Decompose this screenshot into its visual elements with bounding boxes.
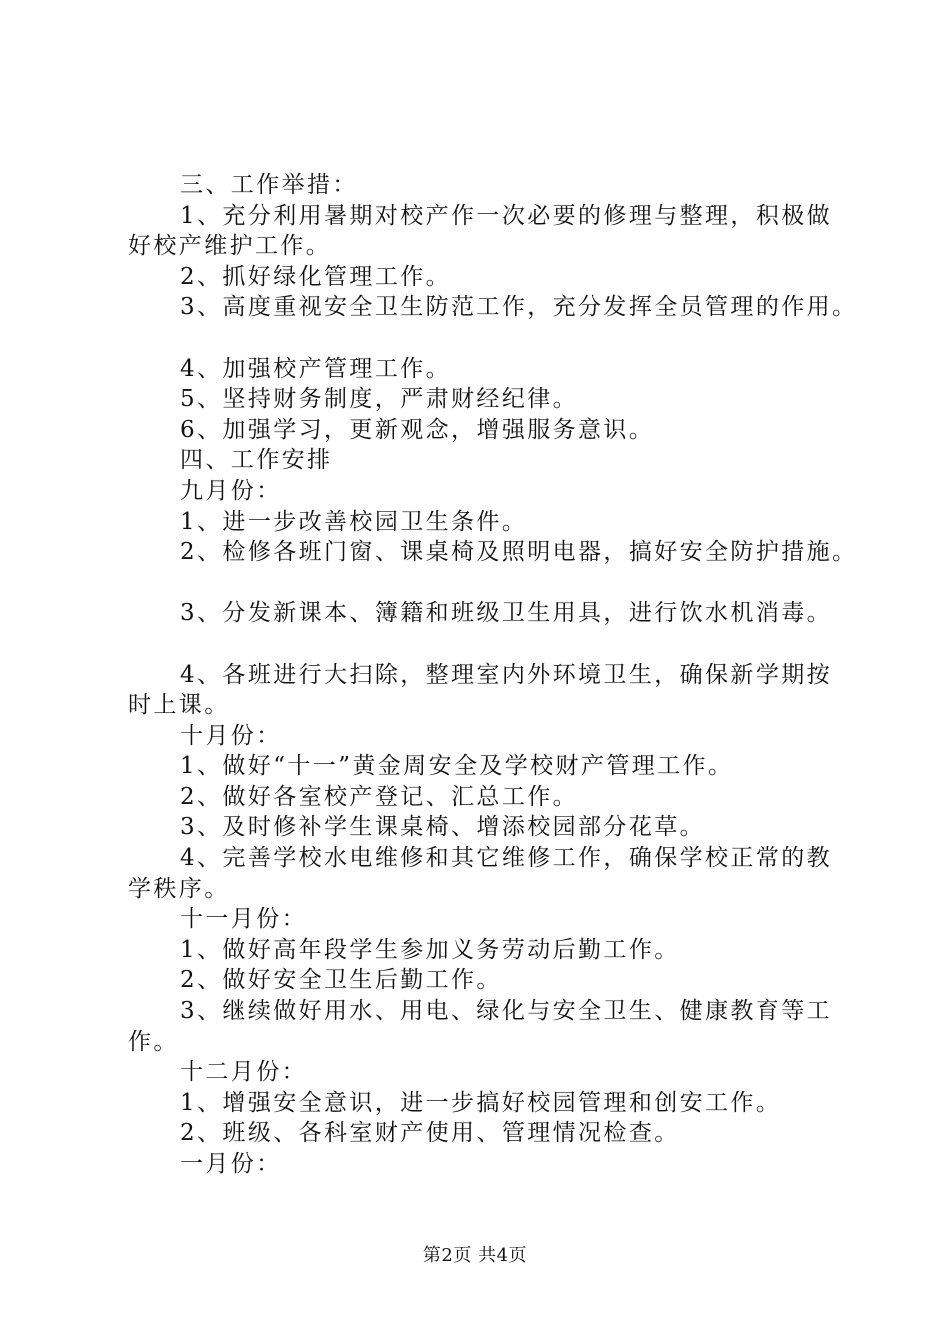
month-heading: 一月份：	[180, 1151, 282, 1177]
blank-line	[128, 629, 838, 660]
page-number-footer: 第2页 共4页	[422, 1245, 528, 1266]
paragraph-line: 1、增强安全意识，进一步搞好校园管理和创安工作。	[180, 1089, 782, 1116]
paragraph-line: 1、做好“十一”黄金周安全及学校财产管理工作。	[180, 753, 734, 780]
paragraph-line: 4、各班进行大扫除，整理室内外环境卫生，确保新学期按	[180, 661, 833, 688]
month-heading: 十二月份：	[180, 1059, 307, 1086]
blank-line	[128, 568, 838, 599]
paragraph-line: 1、做好高年段学生参加义务劳动后勤工作。	[180, 936, 680, 963]
month-heading: 十月份：	[180, 722, 282, 749]
paragraph-line: 1、进一步改善校园卫生条件。	[180, 508, 528, 535]
paragraph-line: 4、完善学校水电维修和其它维修工作，确保学校正常的教	[180, 845, 833, 872]
paragraph-line: 好校产维护工作。	[128, 233, 332, 260]
paragraph-line: 作。	[128, 1028, 179, 1055]
paragraph-line: 3、继续做好用水、用电、绿化与安全卫生、健康教育等工	[180, 998, 833, 1025]
paragraph-line: 5、坚持财务制度，严肃财经纪律。	[180, 386, 579, 413]
paragraph-line: 2、做好各室校产登记、汇总工作。	[180, 783, 579, 810]
paragraph-line: 3、及时修补学生课桌椅、增添校园部分花草。	[180, 814, 706, 841]
paragraph-line: 2、做好安全卫生后勤工作。	[180, 967, 502, 994]
paragraph-line: 时上课。	[128, 692, 230, 719]
paragraph-line: 1、充分利用暑期对校产作一次必要的修理与整理，积极做	[180, 202, 833, 229]
month-heading: 九月份：	[180, 477, 282, 504]
month-heading: 十一月份：	[180, 906, 307, 933]
paragraph-line: 4、加强校产管理工作。	[180, 355, 452, 382]
paragraph-line: 3、分发新课本、簿籍和班级卫生用具，进行饮水机消毒。	[180, 600, 833, 627]
paragraph-line: 2、抓好绿化管理工作。	[180, 263, 452, 290]
section-heading: 三、工作举措：	[180, 172, 358, 198]
paragraph-line: 2、班级、各科室财产使用、管理情况检查。	[180, 1120, 680, 1147]
paragraph-line: 6、加强学习，更新观念，增强服务意识。	[180, 416, 655, 443]
section-heading: 四、工作安排	[180, 447, 333, 474]
paragraph-line: 3、高度重视安全卫生防范工作，充分发挥全员管理的作用。	[180, 294, 858, 321]
blank-line	[128, 323, 838, 354]
paragraph-line: 学秩序。	[128, 875, 230, 902]
document-body	[128, 170, 858, 1180]
paragraph-line: 2、检修各班门窗、课桌椅及照明电器，搞好安全防护措施。	[180, 539, 858, 566]
